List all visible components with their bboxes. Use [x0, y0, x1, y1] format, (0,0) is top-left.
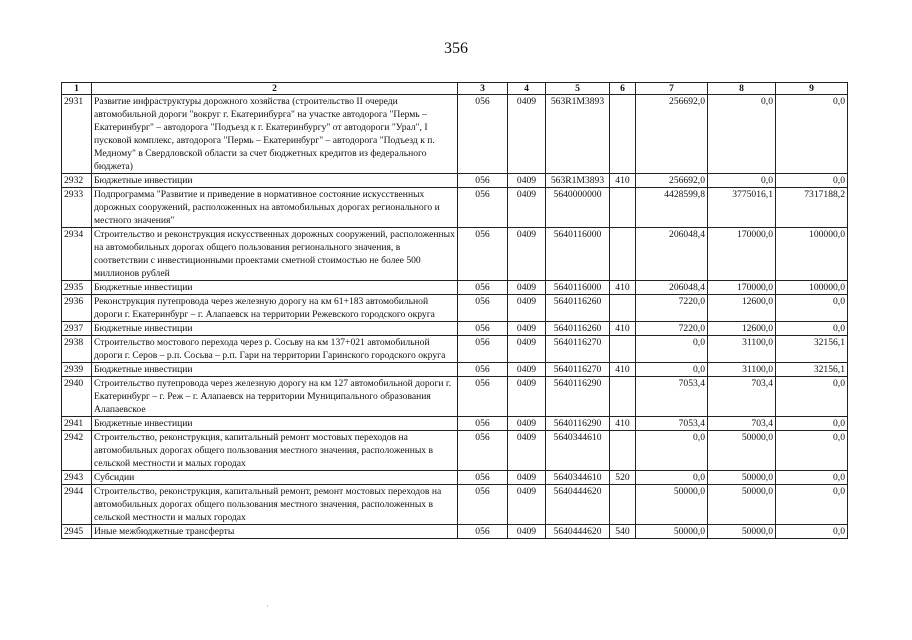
cell-c4: 0409	[508, 188, 546, 228]
cell-c9: 100000,0	[776, 281, 848, 295]
table-row	[62, 377, 848, 417]
cell-c5: 5640344610	[546, 471, 610, 485]
cell-c4: 0409	[508, 295, 546, 322]
table-row	[62, 322, 848, 336]
table-body	[62, 95, 848, 539]
cell-c9: 0,0	[776, 322, 848, 336]
cell-c7: 4428599,8	[636, 188, 708, 228]
header-cell: 3	[458, 83, 508, 95]
cell-c6	[610, 295, 636, 322]
cell-c6: 520	[610, 471, 636, 485]
table-row	[62, 228, 848, 281]
cell-num: 2942	[62, 431, 92, 471]
cell-c4: 0409	[508, 322, 546, 336]
cell-c5: 563R1M3893	[546, 95, 610, 174]
cell-text: Бюджетные инвестиции	[92, 322, 458, 336]
cell-c7: 206048,4	[636, 228, 708, 281]
cell-num: 2934	[62, 228, 92, 281]
cell-c5: 5640116290	[546, 417, 610, 431]
cell-c8: 170000,0	[708, 228, 776, 281]
table-row	[62, 417, 848, 431]
cell-c7: 0,0	[636, 431, 708, 471]
cell-c8: 31100,0	[708, 363, 776, 377]
cell-c3: 056	[458, 95, 508, 174]
cell-c6	[610, 188, 636, 228]
cell-c4: 0409	[508, 377, 546, 417]
cell-c7: 0,0	[636, 336, 708, 363]
cell-c3: 056	[458, 377, 508, 417]
cell-c6	[610, 485, 636, 525]
cell-num: 2936	[62, 295, 92, 322]
cell-c4: 0409	[508, 431, 546, 471]
cell-c9: 0,0	[776, 431, 848, 471]
cell-c4: 0409	[508, 485, 546, 525]
cell-c4: 0409	[508, 417, 546, 431]
cell-num: 2939	[62, 363, 92, 377]
cell-c3: 056	[458, 228, 508, 281]
cell-c3: 056	[458, 525, 508, 539]
cell-c4: 0409	[508, 525, 546, 539]
cell-c8: 12600,0	[708, 322, 776, 336]
cell-num: 2940	[62, 377, 92, 417]
cell-c8: 31100,0	[708, 336, 776, 363]
cell-c3: 056	[458, 295, 508, 322]
cell-text: Иные межбюджетные трансферты	[92, 525, 458, 539]
header-cell: 4	[508, 83, 546, 95]
cell-c5: 5640000000	[546, 188, 610, 228]
header-cell: 6	[610, 83, 636, 95]
cell-c7: 7053,4	[636, 377, 708, 417]
cell-c6: 410	[610, 174, 636, 188]
header-cell: 1	[62, 83, 92, 95]
cell-text: Строительство, реконструкция, капитальный ремонт мостовых переходов на автомобильных дорогах общего пользования местного значения, расположенных в сельской местности и малых городах	[92, 431, 458, 471]
cell-c5: 5640116260	[546, 295, 610, 322]
cell-c7: 50000,0	[636, 485, 708, 525]
cell-c7: 256692,0	[636, 174, 708, 188]
cell-num: 2937	[62, 322, 92, 336]
cell-c9: 0,0	[776, 485, 848, 525]
cell-c3: 056	[458, 336, 508, 363]
cell-c6	[610, 377, 636, 417]
cell-c8: 12600,0	[708, 295, 776, 322]
cell-c5: 5640116000	[546, 228, 610, 281]
cell-c3: 056	[458, 281, 508, 295]
cell-c9: 7317188,2	[776, 188, 848, 228]
table-row	[62, 188, 848, 228]
cell-text: Строительство и реконструкция искусственных дорожных сооружений, расположенных на автомобильных дорогах общего пользования регионального значения, в соответствии с инвестиционными проектами сметной стоимостью не более 500 миллионов рублей	[92, 228, 458, 281]
cell-num: 2932	[62, 174, 92, 188]
cell-c6	[610, 95, 636, 174]
cell-c7: 7220,0	[636, 322, 708, 336]
header-cell: 9	[776, 83, 848, 95]
cell-text: Строительство путепровода через железную дорогу на км 127 автомобильной дороги г. Екатеринбург – г. Реж – г. Алапаевск на территории Муниципального образования Алапаевское	[92, 377, 458, 417]
cell-c9: 100000,0	[776, 228, 848, 281]
cell-c3: 056	[458, 471, 508, 485]
cell-c7: 50000,0	[636, 525, 708, 539]
cell-c5: 5640116260	[546, 322, 610, 336]
cell-c7: 256692,0	[636, 95, 708, 174]
cell-text: Реконструкция путепровода через железную дорогу на км 61+183 автомобильной дороги г. Екатеринбург – г. Алапаевск на территории Режевского городского округа	[92, 295, 458, 322]
header-row	[62, 83, 848, 95]
header-cell: 5	[546, 83, 610, 95]
cell-num: 2945	[62, 525, 92, 539]
cell-c3: 056	[458, 174, 508, 188]
cell-c3: 056	[458, 322, 508, 336]
cell-c7: 0,0	[636, 363, 708, 377]
cell-c8: 0,0	[708, 95, 776, 174]
cell-num: 2943	[62, 471, 92, 485]
table-row	[62, 525, 848, 539]
header-cell: 7	[636, 83, 708, 95]
cell-text: Бюджетные инвестиции	[92, 417, 458, 431]
cell-num: 2941	[62, 417, 92, 431]
cell-c5: 5640116270	[546, 336, 610, 363]
cell-c6	[610, 431, 636, 471]
cell-c6: 410	[610, 363, 636, 377]
cell-c8: 3775016,1	[708, 188, 776, 228]
cell-c3: 056	[458, 485, 508, 525]
cell-c4: 0409	[508, 471, 546, 485]
cell-c4: 0409	[508, 336, 546, 363]
cell-c4: 0409	[508, 281, 546, 295]
cell-c4: 0409	[508, 174, 546, 188]
cell-text: Строительство, реконструкция, капитальный ремонт, ремонт мостовых переходов на автомобильных дорогах общего пользования местного значения, расположенных в сельской местности и малых городах	[92, 485, 458, 525]
cell-c5: 5640344610	[546, 431, 610, 471]
cell-text: Бюджетные инвестиции	[92, 363, 458, 377]
cell-c9: 32156,1	[776, 336, 848, 363]
cell-c5: 5640116000	[546, 281, 610, 295]
cell-c5: 5640444620	[546, 525, 610, 539]
table-row	[62, 295, 848, 322]
cell-c8: 703,4	[708, 417, 776, 431]
cell-c8: 170000,0	[708, 281, 776, 295]
cell-c5: 5640116290	[546, 377, 610, 417]
table-row	[62, 95, 848, 174]
table-row	[62, 363, 848, 377]
cell-c8: 50000,0	[708, 525, 776, 539]
cell-num: 2944	[62, 485, 92, 525]
cell-c7: 7053,4	[636, 417, 708, 431]
cell-c9: 0,0	[776, 471, 848, 485]
cell-c6: 410	[610, 322, 636, 336]
cell-text: Субсидии	[92, 471, 458, 485]
cell-c9: 0,0	[776, 95, 848, 174]
cell-c5: 563R1M3893	[546, 174, 610, 188]
cell-c5: 5640444620	[546, 485, 610, 525]
cell-c8: 0,0	[708, 174, 776, 188]
cell-text: Бюджетные инвестиции	[92, 281, 458, 295]
cell-c6	[610, 228, 636, 281]
cell-c7: 7220,0	[636, 295, 708, 322]
cell-c5: 5640116270	[546, 363, 610, 377]
cell-c4: 0409	[508, 228, 546, 281]
table-row	[62, 471, 848, 485]
cell-c9: 0,0	[776, 174, 848, 188]
cell-c6	[610, 336, 636, 363]
cell-text: Строительство мостового перехода через р. Сосьву на км 137+021 автомобильной дороги г. Серов – р.п. Сосьва – р.п. Гари на территории Гаринского городского округа	[92, 336, 458, 363]
cell-c8: 50000,0	[708, 471, 776, 485]
cell-text: Подпрограмма "Развитие и приведение в нормативное состояние искусственных дорожных сооружений, расположенных на автомобильных дорогах регионального и местного значения"	[92, 188, 458, 228]
table-row	[62, 336, 848, 363]
cell-c3: 056	[458, 188, 508, 228]
cell-num: 2935	[62, 281, 92, 295]
cell-c3: 056	[458, 363, 508, 377]
cell-c6: 410	[610, 417, 636, 431]
header-cell: 2	[92, 83, 458, 95]
cell-text: Бюджетные инвестиции	[92, 174, 458, 188]
table-row	[62, 431, 848, 471]
cell-c7: 206048,4	[636, 281, 708, 295]
cell-c4: 0409	[508, 363, 546, 377]
cell-num: 2938	[62, 336, 92, 363]
cell-c8: 50000,0	[708, 431, 776, 471]
cell-c6: 540	[610, 525, 636, 539]
cell-c3: 056	[458, 431, 508, 471]
table-row	[62, 174, 848, 188]
table-row	[62, 485, 848, 525]
scan-speck: ˈ	[266, 604, 269, 613]
cell-c9: 0,0	[776, 525, 848, 539]
cell-num: 2931	[62, 95, 92, 174]
cell-c9: 0,0	[776, 377, 848, 417]
cell-c4: 0409	[508, 95, 546, 174]
table-row	[62, 281, 848, 295]
cell-c7: 0,0	[636, 471, 708, 485]
cell-text: Развитие инфраструктуры дорожного хозяйства (строительство II очереди автомобильной дороги "вокруг г. Екатеринбурга" на участке автодорога "Пермь – Екатеринбург" – автодорога "Подъезд к г. Екатеринбургу" от автодороги "Урал", I пусковой комплекс, автодорога "Пермь – Екатеринбург" – автодорога "Подъезд к п. Медному" в Свердловской области за счет бюджетных кредитов из федерального бюджета)	[92, 95, 458, 174]
budget-table	[61, 82, 848, 539]
cell-c9: 32156,1	[776, 363, 848, 377]
cell-c9: 0,0	[776, 417, 848, 431]
cell-c3: 056	[458, 417, 508, 431]
cell-num: 2933	[62, 188, 92, 228]
cell-c8: 50000,0	[708, 485, 776, 525]
header-cell: 8	[708, 83, 776, 95]
page-number: 356	[444, 40, 468, 57]
cell-c8: 703,4	[708, 377, 776, 417]
cell-c9: 0,0	[776, 295, 848, 322]
cell-c6: 410	[610, 281, 636, 295]
